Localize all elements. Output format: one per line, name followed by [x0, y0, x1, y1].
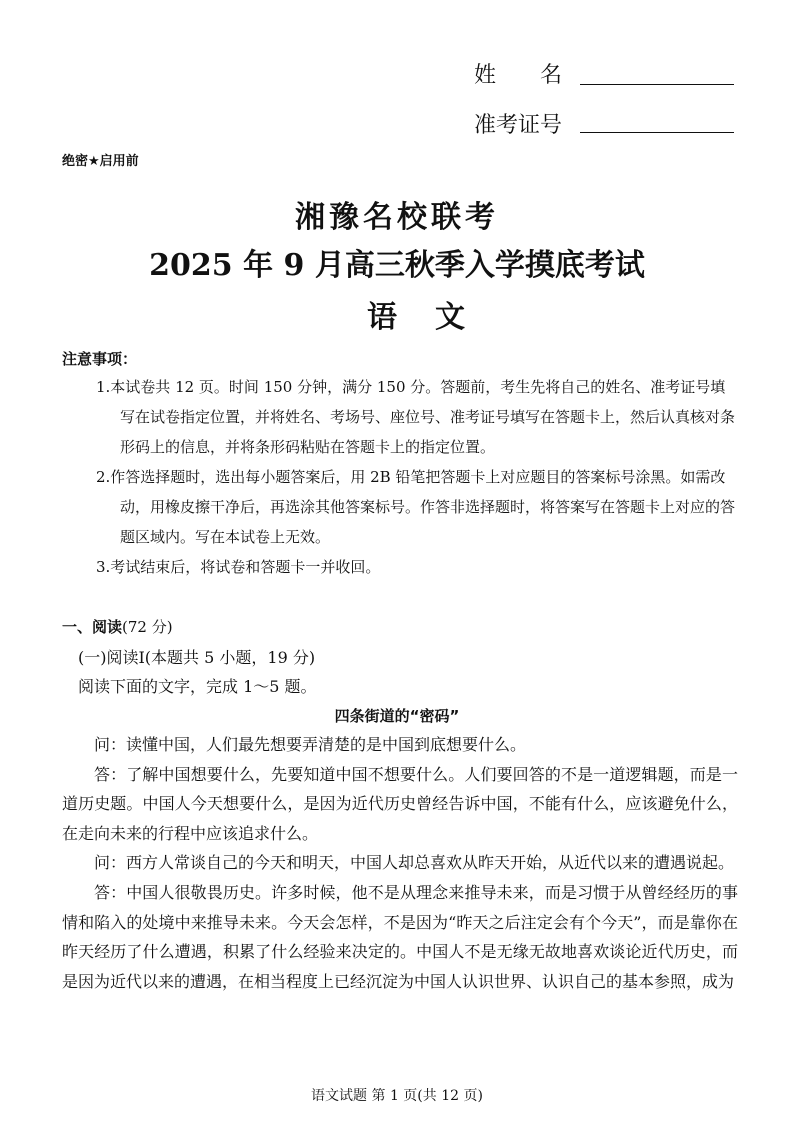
section-heading — [62, 616, 173, 637]
article-paragraph: 答：中国人很敬畏历史。许多时候，他不是从理念来推导未来，而是习惯于从曾经经历的事情和陷入的处境中来推导未来。今天会怎样，不是因为“昨天之后注定会有个今天”，而是靠你在昨天经历了什么遭遇，积累了什么经验来决定的。中国人不是无缘无故地喜欢谈论近代历史，而是因为近代以来的遭遇，在相当程度上已经沉淀为中国人认识世界、认识自己的基本参照，成为 — [62, 882, 738, 991]
notice-item: 2.作答选择题时，选出每小题答案后，用 2B 铅笔把答题卡上对应题目的答案标号涂黑。如需改动，用橡皮擦干净后，再选涂其他答案标号。作答非选择题时，将答案写在答题卡上对应的答题区域内。写在本试卷上无效。 — [96, 468, 736, 546]
page-footer: 语文试题 第 1 页(共 12 页) — [311, 1088, 483, 1104]
article-paragraph: 答：了解中国想要什么，先要知道中国不想要什么。人们要回答的不是一道逻辑题，而是一道历史题。中国人今天想要什么，是因为近代历史曾经告诉中国，不能有什么，应该避免什么，在走向未来的行程中应该追求什么。 — [62, 764, 738, 843]
name-label: 姓 名 — [474, 63, 563, 88]
exam-id-label: 准考证号 — [474, 113, 563, 138]
notice-list — [96, 372, 736, 582]
article-title: 四条街道的“密码” — [334, 707, 460, 725]
article-paragraph: 问：读懂中国，人们最先想要弄清楚的是中国到底想要什么。 — [94, 735, 527, 754]
section-heading-text: 一、阅读 — [62, 618, 123, 636]
subject-title: 语文 — [367, 300, 503, 335]
reading-instruction: 阅读下面的文字，完成 1～5 题。 — [78, 677, 317, 696]
exam-id-field-line[interactable] — [580, 132, 734, 133]
notice-item: 3.考试结束后，将试卷和答题卡一并收回。 — [96, 558, 381, 576]
notice-item: 1.本试卷共 12 页。时间 150 分钟，满分 150 分。答题前，考生先将自己的姓名、准考证号填写在试卷指定位置，并将姓名、考场号、座位号、准考证号填写在答题卡上，然后认真核对条形码上的信息，并将条形码粘贴在答题卡上的指定位置。 — [96, 378, 736, 456]
article-body — [62, 730, 738, 996]
subsection-heading: (一)阅读Ⅰ(本题共 5 小题，19 分) — [78, 648, 316, 667]
exam-organizer-title: 湘豫名校联考 — [295, 200, 499, 235]
section-score: (72 分) — [122, 618, 173, 636]
notice-heading: 注意事项： — [62, 350, 138, 368]
name-field-line[interactable] — [580, 84, 734, 85]
article-paragraph: 问：西方人常谈自己的今天和明天，中国人却总喜欢从昨天开始，从近代以来的遭遇说起。 — [94, 853, 735, 873]
exam-name-title: 2025 年 9 月高三秋季入学摸底考试 — [149, 248, 645, 283]
secret-mark: 绝密★启用前 — [62, 154, 139, 169]
